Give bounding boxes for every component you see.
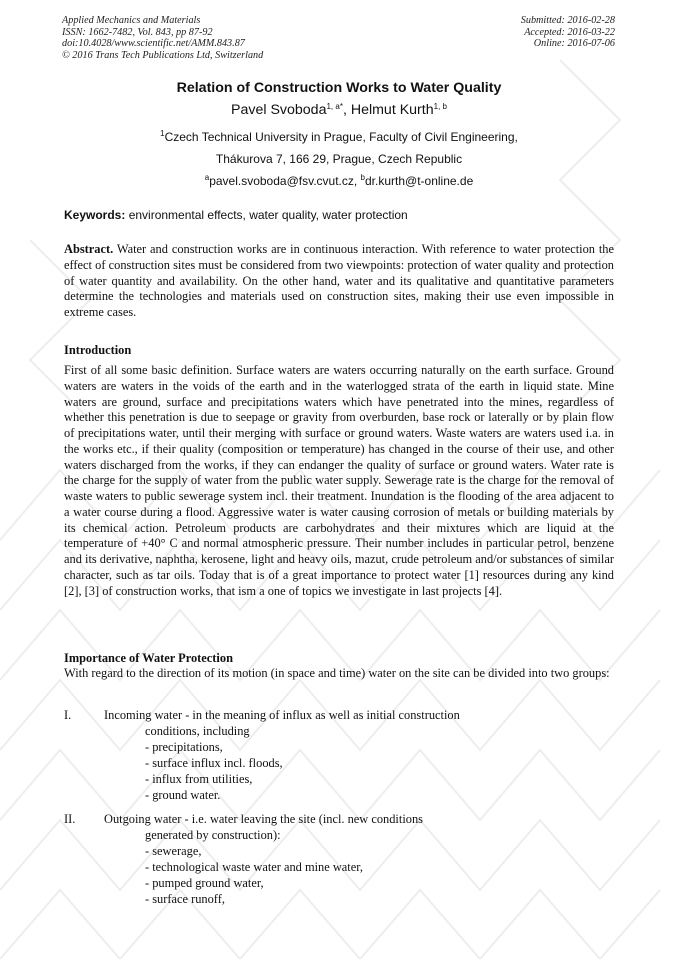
paper-title: Relation of Construction Works to Water Quality [176,80,502,96]
list-item: - precipitations, [145,739,223,754]
affiliation-line-2: Thákurova 7, 166 29, Prague, Czech Republic [215,152,463,166]
introduction-paragraph: First of all some basic definition. Surface waters are waters occurring naturally on the earth surface. Ground waters are waters in the voids of the earth and in the waterlogged strata of the earth in liquid state. Mine waters are ground, surface and precipitations waters which have penetrated into the mines, regardless of whether this penetration is due to seepage or gravity from overburden, base rock or laterally or by plain flow of precipitations water, until their merging with surface or ground waters. Waste waters are waters used i.a. in the works etc., if their quality (composition or temperature) has changed in the course of their use, and other waters discharged from the works, if they can endanger the quality of surface or ground waters. Water rate is the charge for the supply of water from the public water supply. Sewerage rate is the charge for the removal of waste waters to public sewerage system incl. their treatment. Inundation is the flooding of the area adjacent to a water course during a flood. Aggressive water is water causing corrosion of metals or building materials by its chemical action. Petroleum products are carbohydrates and their mixtures which are liquid at the temperature of +40° C and normal atmospheric pressure. Their number includes in particular petrol, benzene and its derivative, naphtha, kerosene, light and heavy oils, mazut, crude petroleum and/or substances of similar character, such as tar oils. Today that is of a great importance to protect water [1] resources during any kind [2], [3] of construction works, that ism a one of topics we investigate in last projects [4]. [64,363,614,598]
introduction-heading: Introduction [64,343,132,357]
accepted-date: Accepted: 2016-03-22 [524,26,615,38]
copyright-line: © 2016 Trans Tech Publications Ltd, Switzerland [62,49,264,61]
keywords-text: environmental effects, water quality, water protection [125,208,408,222]
importance-heading: Importance of Water Protection [64,651,233,665]
author-1-superscript: 1, a* [326,102,343,112]
journal-name: Applied Mechanics and Materials [62,15,201,26]
list-item: generated by construction): [145,827,281,842]
affiliation-line-1 [0,130,678,144]
list-item: - technological waste water and mine water, [145,859,363,874]
author-separator: , [342,102,351,118]
affiliation-superscript: 1 [160,129,165,139]
abstract [64,242,614,321]
keywords-label: Keywords: [64,208,126,222]
list-item: - surface runoff, [145,891,225,906]
list-item: - pumped ground water, [145,875,264,890]
online-date: Online: 2016-07-06 [533,38,615,49]
doi-line: doi:10.4028/www.scientific.net/AMM.843.87 [62,38,245,49]
email-a: pavel.svoboda@fsv.cvut.cz, [209,174,361,188]
list-item: - sewerage, [145,843,202,858]
affiliation-text-1: Czech Technical University in Prague, Faculty of Civil Engineering, [164,130,518,144]
author-line [0,102,678,118]
group-outgoing-water [64,812,624,907]
group-1-numeral: I. [64,708,72,722]
keywords [64,208,408,222]
list-item: - ground water. [145,787,221,802]
email-b-superscript: b [360,173,365,183]
author-2-superscript: 1, b [433,102,447,112]
group-2-title: Outgoing water - i.e. water leaving the site (incl. new conditions [104,812,423,826]
abstract-label: Abstract. [64,242,114,256]
group-incoming-water [64,708,624,803]
list-item: - surface influx incl. floods, [145,755,283,770]
issn-line: ISSN: 1662-7482, Vol. 843, pp 87-92 [62,26,213,38]
author-2-name: Helmut Kurth [350,102,434,118]
submission-dates [521,15,615,50]
abstract-text: Water and construction works are in continuous interaction. With reference to water protection the effect of construction sites must be considered from two viewpoints: protection of water quality and protection of water quantity and availability. On the other hand, water and its qualitative and quantitative parameters determine the technologies and materials used on construction sites, making their use even impossible in extreme cases. [64,242,614,319]
email-line [0,174,678,188]
author-1-name: Pavel Svoboda [231,102,327,118]
importance-paragraph: With regard to the direction of its motion (in space and time) water on the site can be divided into two groups: [64,666,610,680]
group-1-title: Incoming water - in the meaning of influx as well as initial construction [104,708,460,722]
group-2-numeral: II. [64,812,76,826]
journal-info [62,15,263,61]
email-a-superscript: a [204,173,210,183]
list-item: conditions, including [145,723,250,738]
submitted-date: Submitted: 2016-02-28 [520,15,615,26]
email-b: dr.kurth@t-online.de [365,174,474,188]
list-item: - influx from utilities, [145,771,253,786]
